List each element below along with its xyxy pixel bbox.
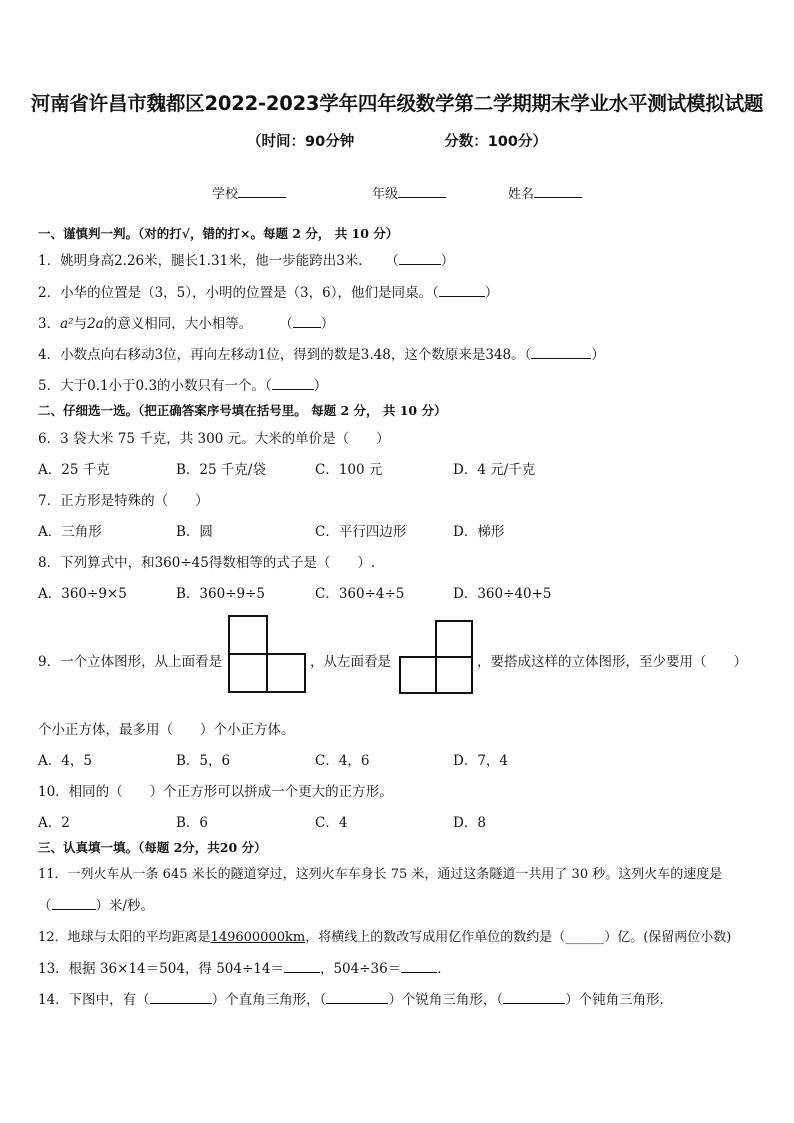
question-12: 12．地球与太阳的平均距离是149600000km，将横线上的数改写成用亿作单位的数约是（______）亿。(保留两位小数)	[38, 930, 732, 945]
question-11-part-1: 11．一列火车从一条 645 米长的隧道穿过，这列火车车身长 75 米，通过这条隧道一共用了 30 秒。这列火车的速度是	[38, 867, 723, 882]
question-10: 10．相同的（ ）个正方形可以拼成一个更大的正方形。	[38, 784, 393, 800]
question-7: 7．正方形是特殊的（ ）	[38, 493, 209, 509]
q8-option-b: B．360÷9÷5	[176, 586, 265, 602]
question-9-part-1: 9．一个立体图形，从上面看是	[38, 654, 223, 670]
grade-label: 年级	[372, 187, 399, 202]
question-14: 14．下图中，有（ ）个直角三角形，（ ）个锐角三角形，（ ）个钝角三角形．	[38, 988, 673, 1008]
exam-time: （时间：90分钟	[247, 134, 355, 150]
q10-option-b: B．6	[176, 815, 209, 831]
question-9-part-3: ，要搭成这样的立体图形，至少要用（ ）	[477, 654, 747, 670]
question-9-part-4: 个小正方体，最多用（ ）个小正方体。	[38, 722, 295, 738]
q8-option-d: D．360÷40+5	[453, 586, 552, 602]
name-field[interactable]	[508, 183, 582, 202]
question-13: 13．根据 36×14＝504，得 504÷14＝ ，504÷36＝ ．	[38, 957, 451, 977]
question-5: 5．大于0.1小于0.3的小数只有一个。（ ）	[38, 374, 327, 394]
q8-option-c: C．360÷4÷5	[315, 586, 405, 602]
section-2-heading: 二、仔细选一选。（把正确答案序号填在括号里。 每题 2 分， 共 10 分）	[38, 403, 447, 418]
question-1: 1．姚明身高2.26米，腿长1.31米，他一步能跨出3米． （ ）	[38, 249, 454, 269]
question-9-part-2: ，从左面看是	[310, 654, 391, 670]
exam-meta	[0, 130, 794, 151]
q7-option-c: C．平行四边形	[315, 524, 407, 540]
question-6: 6．3 袋大米 75 千克，共 300 元。大米的单价是（ ）	[38, 431, 390, 447]
question-2: 2．小华的位置是（3，5），小明的位置是（3，6），他们是同桌。（ ）	[38, 281, 498, 301]
name-label: 姓名	[508, 187, 535, 202]
q8-option-a: A．360÷9×5	[38, 586, 127, 602]
left-view-figure	[399, 620, 473, 694]
q10-option-a: A．2	[38, 815, 70, 831]
section-1-heading: 一、谨慎判一判。（对的打√，错的打×。每题 2 分， 共 10 分）	[38, 226, 399, 241]
grade-field[interactable]	[372, 183, 446, 202]
q6-option-d: D．4 元/千克	[453, 462, 536, 478]
question-11-part-2: （ ）米/秒。	[38, 894, 154, 914]
q9-option-d: D．7，4	[453, 753, 509, 769]
top-view-figure	[228, 615, 306, 693]
exam-score: 分数：100分）	[444, 134, 547, 150]
q9-option-b: B．5，6	[176, 753, 231, 769]
question-4: 4．小数点向右移动3位，再向左移动1位，得到的数是3.48，这个数原来是348。（ ）	[38, 343, 605, 363]
q10-option-c: C．4	[315, 815, 348, 831]
q9-option-a: A．4，5	[38, 753, 92, 769]
q6-option-c: C．100 元	[315, 462, 383, 478]
q7-option-a: A．三角形	[38, 524, 102, 540]
section-3-heading: 三、认真填一填。（每题 2分，共20 分）	[38, 840, 267, 855]
question-8: 8．下列算式中，和360÷45得数相等的式子是（ ）.	[38, 555, 376, 571]
q7-option-d: D．梯形	[453, 524, 505, 540]
q7-option-b: B．圆	[176, 524, 213, 540]
question-3: 3．a²与2a的意义相同，大小相等。 （ ）	[38, 312, 334, 332]
q6-option-a: A．25 千克	[38, 462, 110, 478]
q6-option-b: B．25 千克/袋	[176, 462, 266, 478]
school-field[interactable]	[212, 183, 286, 202]
school-label: 学校	[212, 187, 239, 202]
q9-option-c: C．4，6	[315, 753, 370, 769]
page-title: 河南省许昌市魏都区2022-2023学年四年级数学第二学期期末学业水平测试模拟试题	[30, 92, 764, 115]
q10-option-d: D．8	[453, 815, 486, 831]
